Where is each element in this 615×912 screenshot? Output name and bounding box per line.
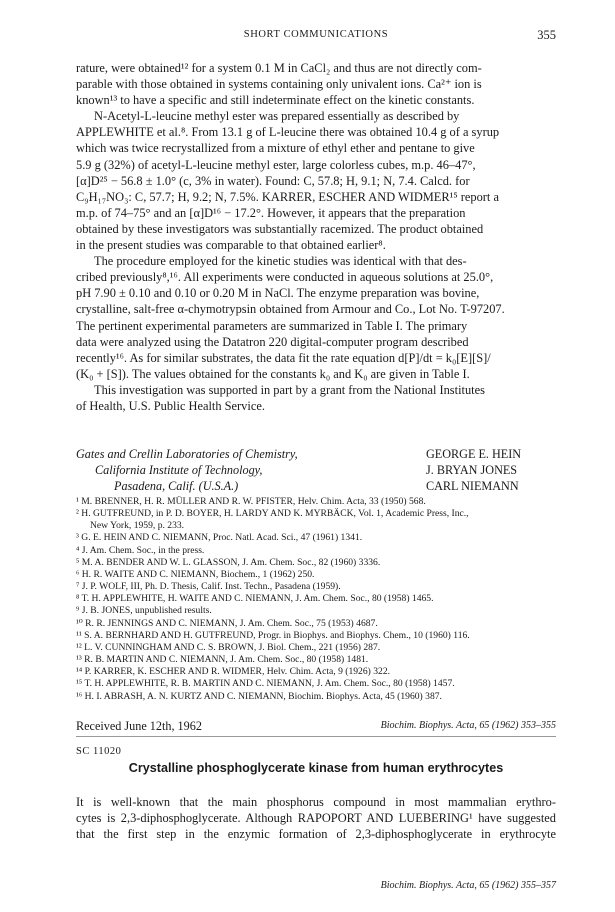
reference-item: ¹⁶ H. I. ABRASH, A. N. KURTZ AND C. NIEMANN, Biochim. Biophys. Acta, 45 (1960) 387. — [76, 690, 442, 702]
reference-item: ¹³ R. B. MARTIN AND C. NIEMANN, J. Am. Chem. Soc., 80 (1958) 1481. — [76, 654, 369, 666]
paragraph-kinetics — [76, 253, 556, 382]
author-list — [426, 446, 556, 494]
text-line: which was twice recrystallized from a mixture of ethyl ether and pentane to give — [76, 141, 475, 156]
affiliation-line: California Institute of Technology, — [95, 463, 263, 477]
reference-item: ⁷ J. P. WOLF, III, Ph. D. Thesis, Calif. Inst. Techn., Pasadena (1959). — [76, 581, 341, 593]
paragraph-acknowledgement — [76, 382, 556, 414]
footer-citation: Biochim. Biophys. Acta, 65 (1962) 355–357 — [380, 880, 556, 891]
reference-item: ⁸ T. H. APPLEWHITE, H. WAITE AND C. NIEMANN, J. Am. Chem. Soc., 80 (1958) 1465. — [76, 593, 434, 605]
article-code: SC 11020 — [76, 746, 122, 757]
text-line: known¹³ to have a specific and still indeterminate effect on the kinetic constants. — [76, 93, 475, 108]
text-line: that the first step in the enzymic formation of 2,3-diphosphoglycerate in erythrocyte — [76, 827, 556, 842]
text-line: The procedure employed for the kinetic studies was identical with that des- — [94, 254, 467, 269]
reference-item: ¹⁵ T. H. APPLEWHITE, R. B. MARTIN AND C. NIEMANN, J. Am. Chem. Soc., 80 (1958) 1457. — [76, 678, 455, 690]
text-line: It is well-known that the main phosphorus compound in most mammalian erythro- — [76, 795, 556, 809]
text-line: N-Acetyl-L-leucine methyl ester was prepared essentially as described by — [94, 109, 460, 124]
author-name: GEORGE E. HEIN — [426, 447, 522, 461]
author-name: J. BRYAN JONES — [426, 463, 518, 477]
reference-item: ¹⁰ R. R. JENNINGS AND C. NIEMANN, J. Am. Chem. Soc., 75 (1953) 4687. — [76, 617, 378, 629]
author-name: CARL NIEMANN — [426, 479, 519, 493]
text-line: data were analyzed using the Datatron 220 digital-computer program described — [76, 334, 469, 349]
text-line: pH 7.90 ± 0.10 and 0.10 or 0.20 M in NaCl. The enzyme preparation was bovine, — [76, 286, 480, 301]
text-line: APPLEWHITE et al.⁸. From 13.1 g of L-leucine there was obtained 10.4 g of a syrup — [76, 125, 500, 140]
reference-item: ¹⁴ P. KARRER, K. ESCHER AND R. WIDMER, Helv. Chim. Acta, 9 (1926) 322. — [76, 666, 391, 678]
received-date: Received June 12th, 1962 — [76, 719, 202, 733]
text-line: rature, were obtained¹² for a system 0.1 M in CaCl₂ and thus are not directly com- — [76, 61, 482, 75]
text-line: 5.9 g (32%) of acetyl-L-leucine methyl ester, large colorless cubes, m.p. 46–47°, — [76, 157, 476, 172]
reference-item: ¹² L. V. CUNNINGHAM AND C. S. BROWN, J. Biol. Chem., 221 (1956) 287. — [76, 641, 381, 653]
affiliation — [76, 446, 298, 494]
reference-item: ⁵ M. A. BENDER AND W. L. GLASSON, J. Am. Chem. Soc., 82 (1960) 3336. — [76, 556, 381, 568]
reference-item: ⁴ J. Am. Chem. Soc., in the press. — [76, 544, 205, 556]
text-line: recently¹⁶. As for similar substrates, the data fit the rate equation d[P]/dt = k₀[E][S]/ — [76, 350, 491, 365]
affiliation-line: Pasadena, Calif. (U.S.A.) — [114, 479, 239, 493]
reference-item: ² H. GUTFREUND, in P. D. BOYER, H. LARDY AND K. MYRBÄCK, Vol. 1, Academic Press, Inc., — [76, 508, 469, 520]
reference-item: ⁹ J. B. JONES, unpublished results. — [76, 605, 212, 617]
text-line: crystalline, salt-free α-chymotrypsin obtained from Armour and Co., Lot No. T-97207. — [76, 302, 505, 317]
reference-item: ¹¹ S. A. BERNHARD AND H. GUTFREUND, Progr. in Biophys. and Biophys. Chem., 10 (1960) 116. — [76, 629, 470, 641]
reference-list — [76, 496, 556, 703]
page-number: 355 — [537, 28, 556, 42]
text-line: [α]D²⁵ − 56.8 ± 1.0° (c, 3% in water). Found: C, 57.8; H, 9.1; N, 7.4. Calcd. for — [76, 173, 470, 188]
text-line: cytes is 2,3-diphosphoglycerate. Although RAPOPORT AND LUEBERING¹ have suggested — [76, 811, 556, 826]
reference-item: ⁶ H. R. WAITE AND C. NIEMANN, Biochem., 1 (1962) 250. — [76, 568, 315, 580]
text-line: obtained by these investigators was substantially racemized. The product obtained — [76, 221, 484, 236]
paragraph-continuation — [76, 60, 556, 108]
affiliation-line: Gates and Crellin Laboratories of Chemistry, — [76, 447, 298, 461]
article-title: Crystalline phosphoglycerate kinase from human erythrocytes — [128, 761, 504, 775]
text-line: (K₀ + [S]). The values obtained for the constants k₀ and K₀ are given in Table I. — [76, 366, 470, 381]
text-line: m.p. of 74–75° and an [α]D¹⁶ − 17.2°. However, it appears that the preparation — [76, 205, 466, 220]
text-line: C₉H₁₇NO₃: C, 57.7; H, 9.2; N, 7.5%. KARRER, ESCHER AND WIDMER¹⁵ report a — [76, 189, 499, 204]
reference-item: ¹ M. BRENNER, H. R. MÜLLER AND R. W. PFISTER, Helv. Chim. Acta, 33 (1950) 568. — [76, 496, 426, 507]
running-head — [76, 29, 556, 45]
reference-item-continuation: New York, 1959, p. 233. — [90, 520, 185, 532]
paragraph-ester-prep — [76, 108, 556, 253]
text-line: in the present studies was comparable to that obtained earlier⁸. — [76, 238, 386, 253]
running-head-title: SHORT COMMUNICATIONS — [243, 29, 389, 40]
body-text — [76, 60, 556, 414]
received-line — [76, 719, 556, 735]
text-line: cribed previously⁸,¹⁶. All experiments were conducted in aqueous solutions at 25.0°, — [76, 270, 494, 285]
text-line: This investigation was supported in part by a grant from the National Institutes — [94, 382, 485, 397]
text-line: of Health, U.S. Public Health Service. — [76, 398, 265, 413]
article-citation: Biochim. Biophys. Acta, 65 (1962) 353–355 — [380, 720, 556, 731]
section-divider — [76, 736, 556, 737]
reference-item: ³ G. E. HEIN AND C. NIEMANN, Proc. Natl. Acad. Sci., 47 (1961) 1341. — [76, 532, 363, 544]
text-line: parable with those obtained in systems containing only univalent ions. Ca²⁺ ion is — [76, 77, 482, 92]
text-line: The pertinent experimental parameters are summarized in Table I. The primary — [76, 318, 468, 333]
next-article-body — [76, 794, 556, 842]
